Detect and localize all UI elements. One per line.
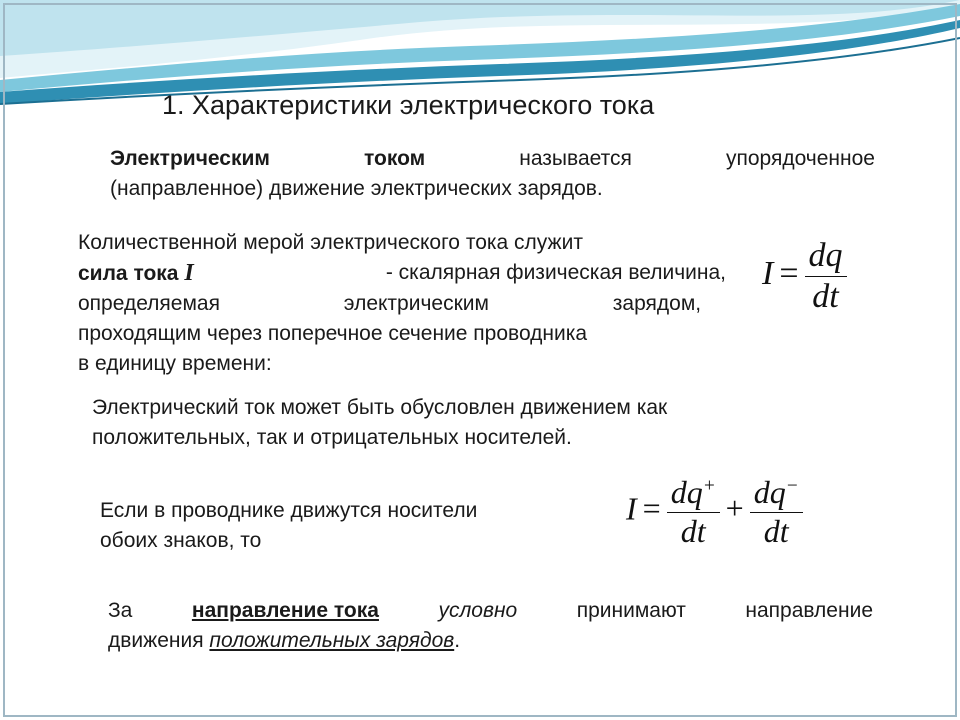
carriers-paragraph bbox=[92, 393, 852, 453]
formula2-lhs: I bbox=[626, 490, 637, 527]
formula2-fraction-negative bbox=[750, 476, 803, 548]
formula1-fraction bbox=[805, 238, 847, 314]
current-strength-paragraph bbox=[78, 228, 726, 379]
direction-line-2-end: . bbox=[454, 629, 461, 652]
term-electric-word: Электрическим bbox=[110, 147, 270, 170]
current-strength-line-4: проходящим через поперечное сечение проводника bbox=[78, 322, 588, 345]
formula2-denominator-positive: dt bbox=[680, 512, 706, 549]
direction-word-conventionally: условно bbox=[438, 599, 518, 622]
page-title: 1. Характеристики электрического тока bbox=[162, 90, 655, 120]
direction-line-2-start: движения bbox=[108, 629, 204, 652]
carriers-line-2: положительных, так и отрицательных носителей. bbox=[92, 426, 572, 449]
current-strength-line-1: Количественной мерой электрического тока служит bbox=[78, 231, 583, 254]
carriers-line-1: Электрический ток может быть обусловлен движением как bbox=[92, 396, 668, 419]
definition-paragraph bbox=[110, 144, 875, 204]
formula2-plus: + bbox=[725, 490, 744, 527]
formula-current-definition bbox=[762, 238, 847, 314]
both-signs-paragraph bbox=[100, 496, 600, 556]
current-strength-term: сила тока bbox=[78, 262, 179, 285]
definition-word-called: называется bbox=[519, 147, 632, 170]
formula2-equals: = bbox=[642, 490, 661, 527]
both-signs-line-2: обоих знаков, то bbox=[100, 529, 262, 552]
formula2-fraction-positive bbox=[667, 476, 720, 548]
formula2-sup-minus: − bbox=[785, 475, 799, 497]
both-signs-line-1: Если в проводнике движутся носители bbox=[100, 499, 478, 522]
direction-word-za: За bbox=[108, 599, 133, 622]
formula1-numerator: dq bbox=[805, 238, 847, 277]
formula2-numerator-negative: dq bbox=[753, 474, 786, 510]
direction-word-accept: принимают bbox=[576, 599, 686, 622]
current-strength-line-2-rest: - скалярная физическая величина, bbox=[385, 261, 726, 284]
current-symbol: I bbox=[184, 260, 194, 286]
direction-term: направление тока bbox=[191, 599, 379, 622]
direction-positive-charges: положительных зарядов bbox=[209, 629, 455, 652]
formula2-sup-plus: + bbox=[702, 475, 716, 497]
formula1-lhs: I bbox=[762, 254, 774, 292]
direction-word-direction: направление bbox=[745, 599, 873, 622]
formula1-denominator: dt bbox=[812, 277, 839, 315]
definition-word-ordered: упорядоченное bbox=[725, 147, 875, 170]
current-strength-line-3: определяемая электрическим зарядом, bbox=[78, 292, 702, 315]
direction-paragraph bbox=[108, 596, 873, 656]
definition-line-2: (направленное) движение электрических зарядов. bbox=[110, 177, 603, 200]
formula2-numerator-positive: dq bbox=[670, 474, 703, 510]
term-current-word: током bbox=[364, 147, 426, 170]
current-strength-line-5: в единицу времени: bbox=[78, 352, 272, 375]
formula-two-carriers bbox=[626, 476, 803, 548]
formula2-denominator-negative: dt bbox=[763, 512, 789, 549]
formula1-equals: = bbox=[779, 254, 799, 292]
